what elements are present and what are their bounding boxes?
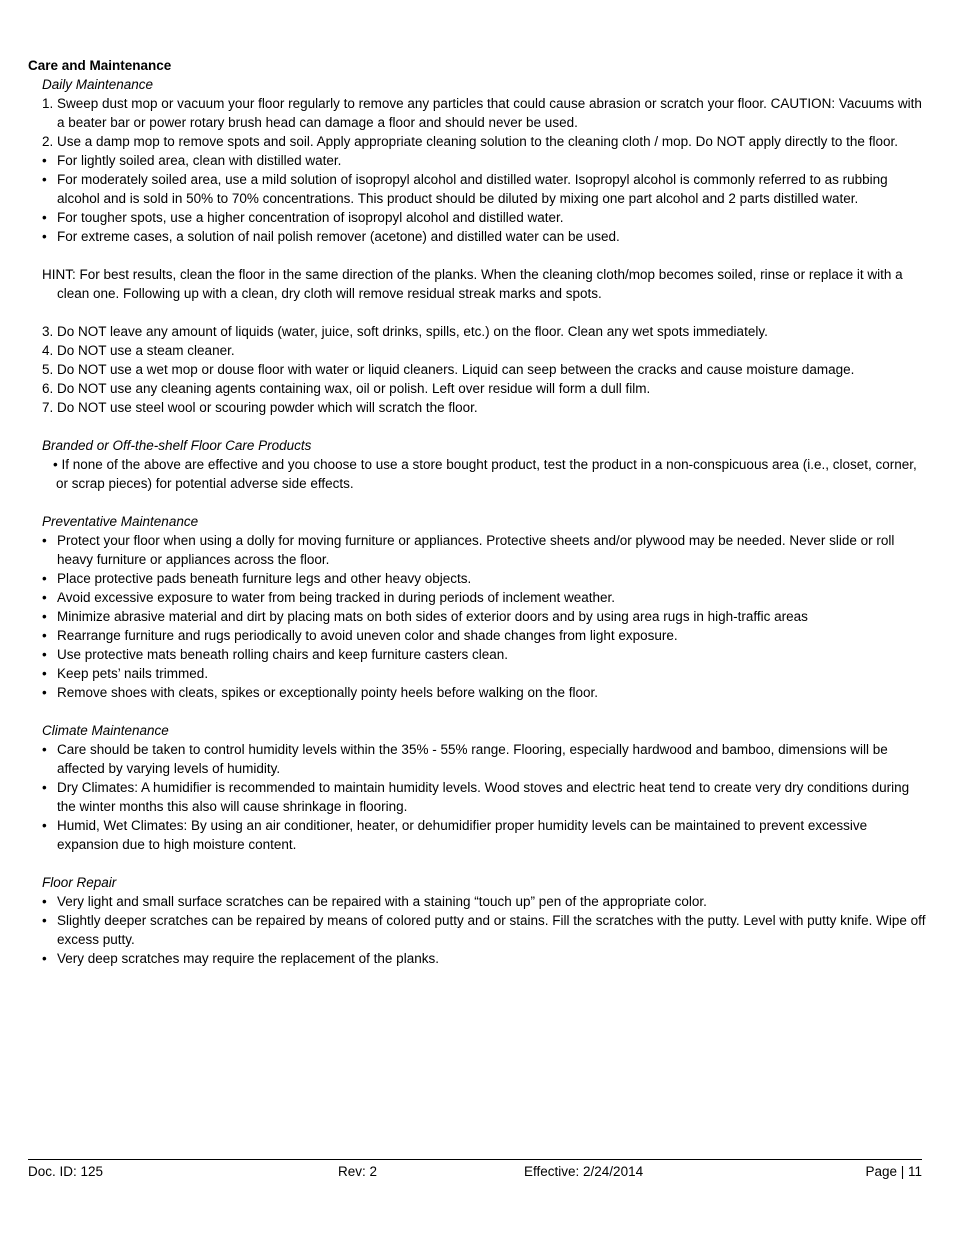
list-item — [28, 208, 926, 227]
list-item-text: For tougher spots, use a higher concentration of isopropyl alcohol and distilled water. — [57, 210, 564, 225]
list-item — [28, 360, 926, 379]
list-item-text: Care should be taken to control humidity levels within the 35% - 55% range. Flooring, especially hardwood and bamboo, dimensions will be affected by varying levels of humidity. — [57, 742, 888, 776]
list-item — [28, 227, 926, 246]
branded-products-text: • If none of the above are effective and you choose to use a store bought product, test the product in a non-conspicuous area (i.e., closet, corner, or scrap pieces) for potential adverse side effects. — [53, 457, 917, 491]
list-item — [28, 341, 926, 360]
daily-steps-a — [28, 94, 926, 246]
list-item-text: Minimize abrasive material and dirt by placing mats on both sides of exterior doors and by using area rugs in high-traffic areas — [57, 609, 808, 624]
doc-id: Doc. ID: 125 — [28, 1164, 104, 1179]
page-number: Page | 11 — [865, 1164, 922, 1179]
list-item — [28, 379, 926, 398]
list-marker: 3. — [42, 324, 54, 339]
bullet: • — [42, 894, 47, 909]
list-marker: • — [42, 210, 47, 225]
list-item-text: Protect your floor when using a dolly for moving furniture or appliances. Protective sheets and/or plywood may be needed. Never slide or roll heavy furniture or appliances across the floor. — [57, 533, 895, 567]
list-item-text: Dry Climates: A humidifier is recommended to maintain humidity levels. Wood stoves and electric heat tend to create very dry conditions during the winter months this also will cause shrinkage in flooring. — [57, 780, 910, 814]
list-item-text: For lightly soiled area, clean with distilled water. — [57, 153, 342, 168]
climate-maintenance-heading: Climate Maintenance — [42, 723, 169, 738]
list-marker: 6. — [42, 381, 54, 396]
preventative-maintenance-heading: Preventative Maintenance — [42, 514, 199, 529]
list-item-text: Avoid excessive exposure to water from being tracked in during periods of inclement weather. — [57, 590, 616, 605]
climate-list — [28, 740, 926, 854]
list-item — [28, 664, 926, 683]
page-title: Care and Maintenance — [28, 58, 172, 73]
list-item — [28, 151, 926, 170]
list-marker: • — [42, 229, 47, 244]
list-item — [28, 531, 926, 569]
bullet: • — [42, 647, 47, 662]
list-item-text: Do NOT leave any amount of liquids (water, juice, soft drinks, spills, etc.) on the floor. Clean any wet spots immediately. — [57, 324, 768, 339]
list-marker: • — [42, 153, 47, 168]
floor-repair-heading: Floor Repair — [42, 875, 117, 890]
bullet: • — [42, 742, 47, 757]
preventative-list — [28, 531, 926, 702]
document-body — [28, 56, 926, 968]
bullet: • — [42, 685, 47, 700]
list-item-text: Very deep scratches may require the replacement of the planks. — [57, 951, 439, 966]
bullet: • — [42, 913, 47, 928]
bullet: • — [42, 818, 47, 833]
list-item — [28, 683, 926, 702]
list-item — [28, 170, 926, 208]
list-item — [28, 132, 926, 151]
list-marker: 4. — [42, 343, 54, 358]
list-item — [28, 94, 926, 132]
list-item-text: Sweep dust mop or vacuum your floor regularly to remove any particles that could cause abrasion or scratch your floor. CAUTION: Vacuums with a beater bar or power rotary brush head can damage a floor and should never be used. — [57, 96, 922, 130]
list-item — [28, 949, 926, 968]
list-item-text: Do NOT use any cleaning agents containing wax, oil or polish. Left over residue will form a dull film. — [57, 381, 651, 396]
list-item-text: Do NOT use a steam cleaner. — [57, 343, 235, 358]
hint-paragraph: HINT: For best results, clean the floor in the same direction of the planks. When the cleaning cloth/mop becomes soiled, rinse or replace it with a clean one. Following up with a clean, dry cloth will remove residual streak marks and spots. — [42, 267, 903, 301]
list-item — [28, 398, 926, 417]
branded-products-heading: Branded or Off-the-shelf Floor Care Products — [42, 438, 312, 453]
list-marker: 5. — [42, 362, 54, 377]
list-item-text: Slightly deeper scratches can be repaired by means of colored putty and or stains. Fill the scratches with the putty. Level with putty knife. Wipe off excess putty. — [57, 913, 926, 947]
list-marker: 1. — [42, 96, 54, 111]
page-footer — [28, 1159, 922, 1179]
bullet: • — [42, 571, 47, 586]
list-marker: • — [42, 172, 47, 187]
list-item — [28, 778, 926, 816]
list-marker: 7. — [42, 400, 54, 415]
bullet: • — [42, 609, 47, 624]
list-item — [28, 911, 926, 949]
list-item-text: Do NOT use steel wool or scouring powder which will scratch the floor. — [57, 400, 478, 415]
bullet: • — [42, 780, 47, 795]
list-item — [28, 588, 926, 607]
list-item-text: Place protective pads beneath furniture legs and other heavy objects. — [57, 571, 472, 586]
list-item-text: Humid, Wet Climates: By using an air conditioner, heater, or dehumidifier proper humidity levels can be maintained to prevent excessive expansion due to high moisture content. — [57, 818, 868, 852]
list-item — [28, 322, 926, 341]
list-item — [28, 569, 926, 588]
list-item — [28, 626, 926, 645]
list-item — [28, 607, 926, 626]
list-item-text: Do NOT use a wet mop or douse floor with water or liquid cleaners. Liquid can seep between the cracks and cause moisture damage. — [57, 362, 855, 377]
list-item-text: Remove shoes with cleats, spikes or exceptionally pointy heels before walking on the floor. — [57, 685, 599, 700]
list-item-text: Use a damp mop to remove spots and soil. Apply appropriate cleaning solution to the cleaning cloth / mop. Do NOT apply directly to the floor. — [57, 134, 898, 149]
revision: Rev: 2 — [338, 1164, 378, 1179]
list-item — [28, 740, 926, 778]
list-item — [28, 892, 926, 911]
bullet: • — [42, 590, 47, 605]
list-item-text: Use protective mats beneath rolling chairs and keep furniture casters clean. — [57, 647, 508, 662]
list-item — [28, 816, 926, 854]
list-item-text: Very light and small surface scratches can be repaired with a staining “touch up” pen of the appropriate color. — [57, 894, 707, 909]
list-marker: 2. — [42, 134, 54, 149]
bullet: • — [42, 666, 47, 681]
list-item-text: Keep pets’ nails trimmed. — [57, 666, 209, 681]
repair-list — [28, 892, 926, 968]
bullet: • — [42, 533, 47, 548]
daily-steps-b — [28, 322, 926, 417]
list-item-text: For extreme cases, a solution of nail polish remover (acetone) and distilled water can be used. — [57, 229, 620, 244]
bullet: • — [42, 951, 47, 966]
list-item-text: For moderately soiled area, use a mild solution of isopropyl alcohol and distilled water. Isopropyl alcohol is commonly referred to as rubbing alcohol and is sold in 50% to 70% concentrations. This product should be diluted by mixing one part alcohol and 2 parts distilled water. — [57, 172, 888, 206]
list-item — [28, 645, 926, 664]
bullet: • — [42, 628, 47, 643]
effective-date: Effective: 2/24/2014 — [524, 1164, 644, 1179]
list-item-text: Rearrange furniture and rugs periodically to avoid uneven color and shade changes from light exposure. — [57, 628, 678, 643]
daily-maintenance-heading: Daily Maintenance — [42, 77, 154, 92]
